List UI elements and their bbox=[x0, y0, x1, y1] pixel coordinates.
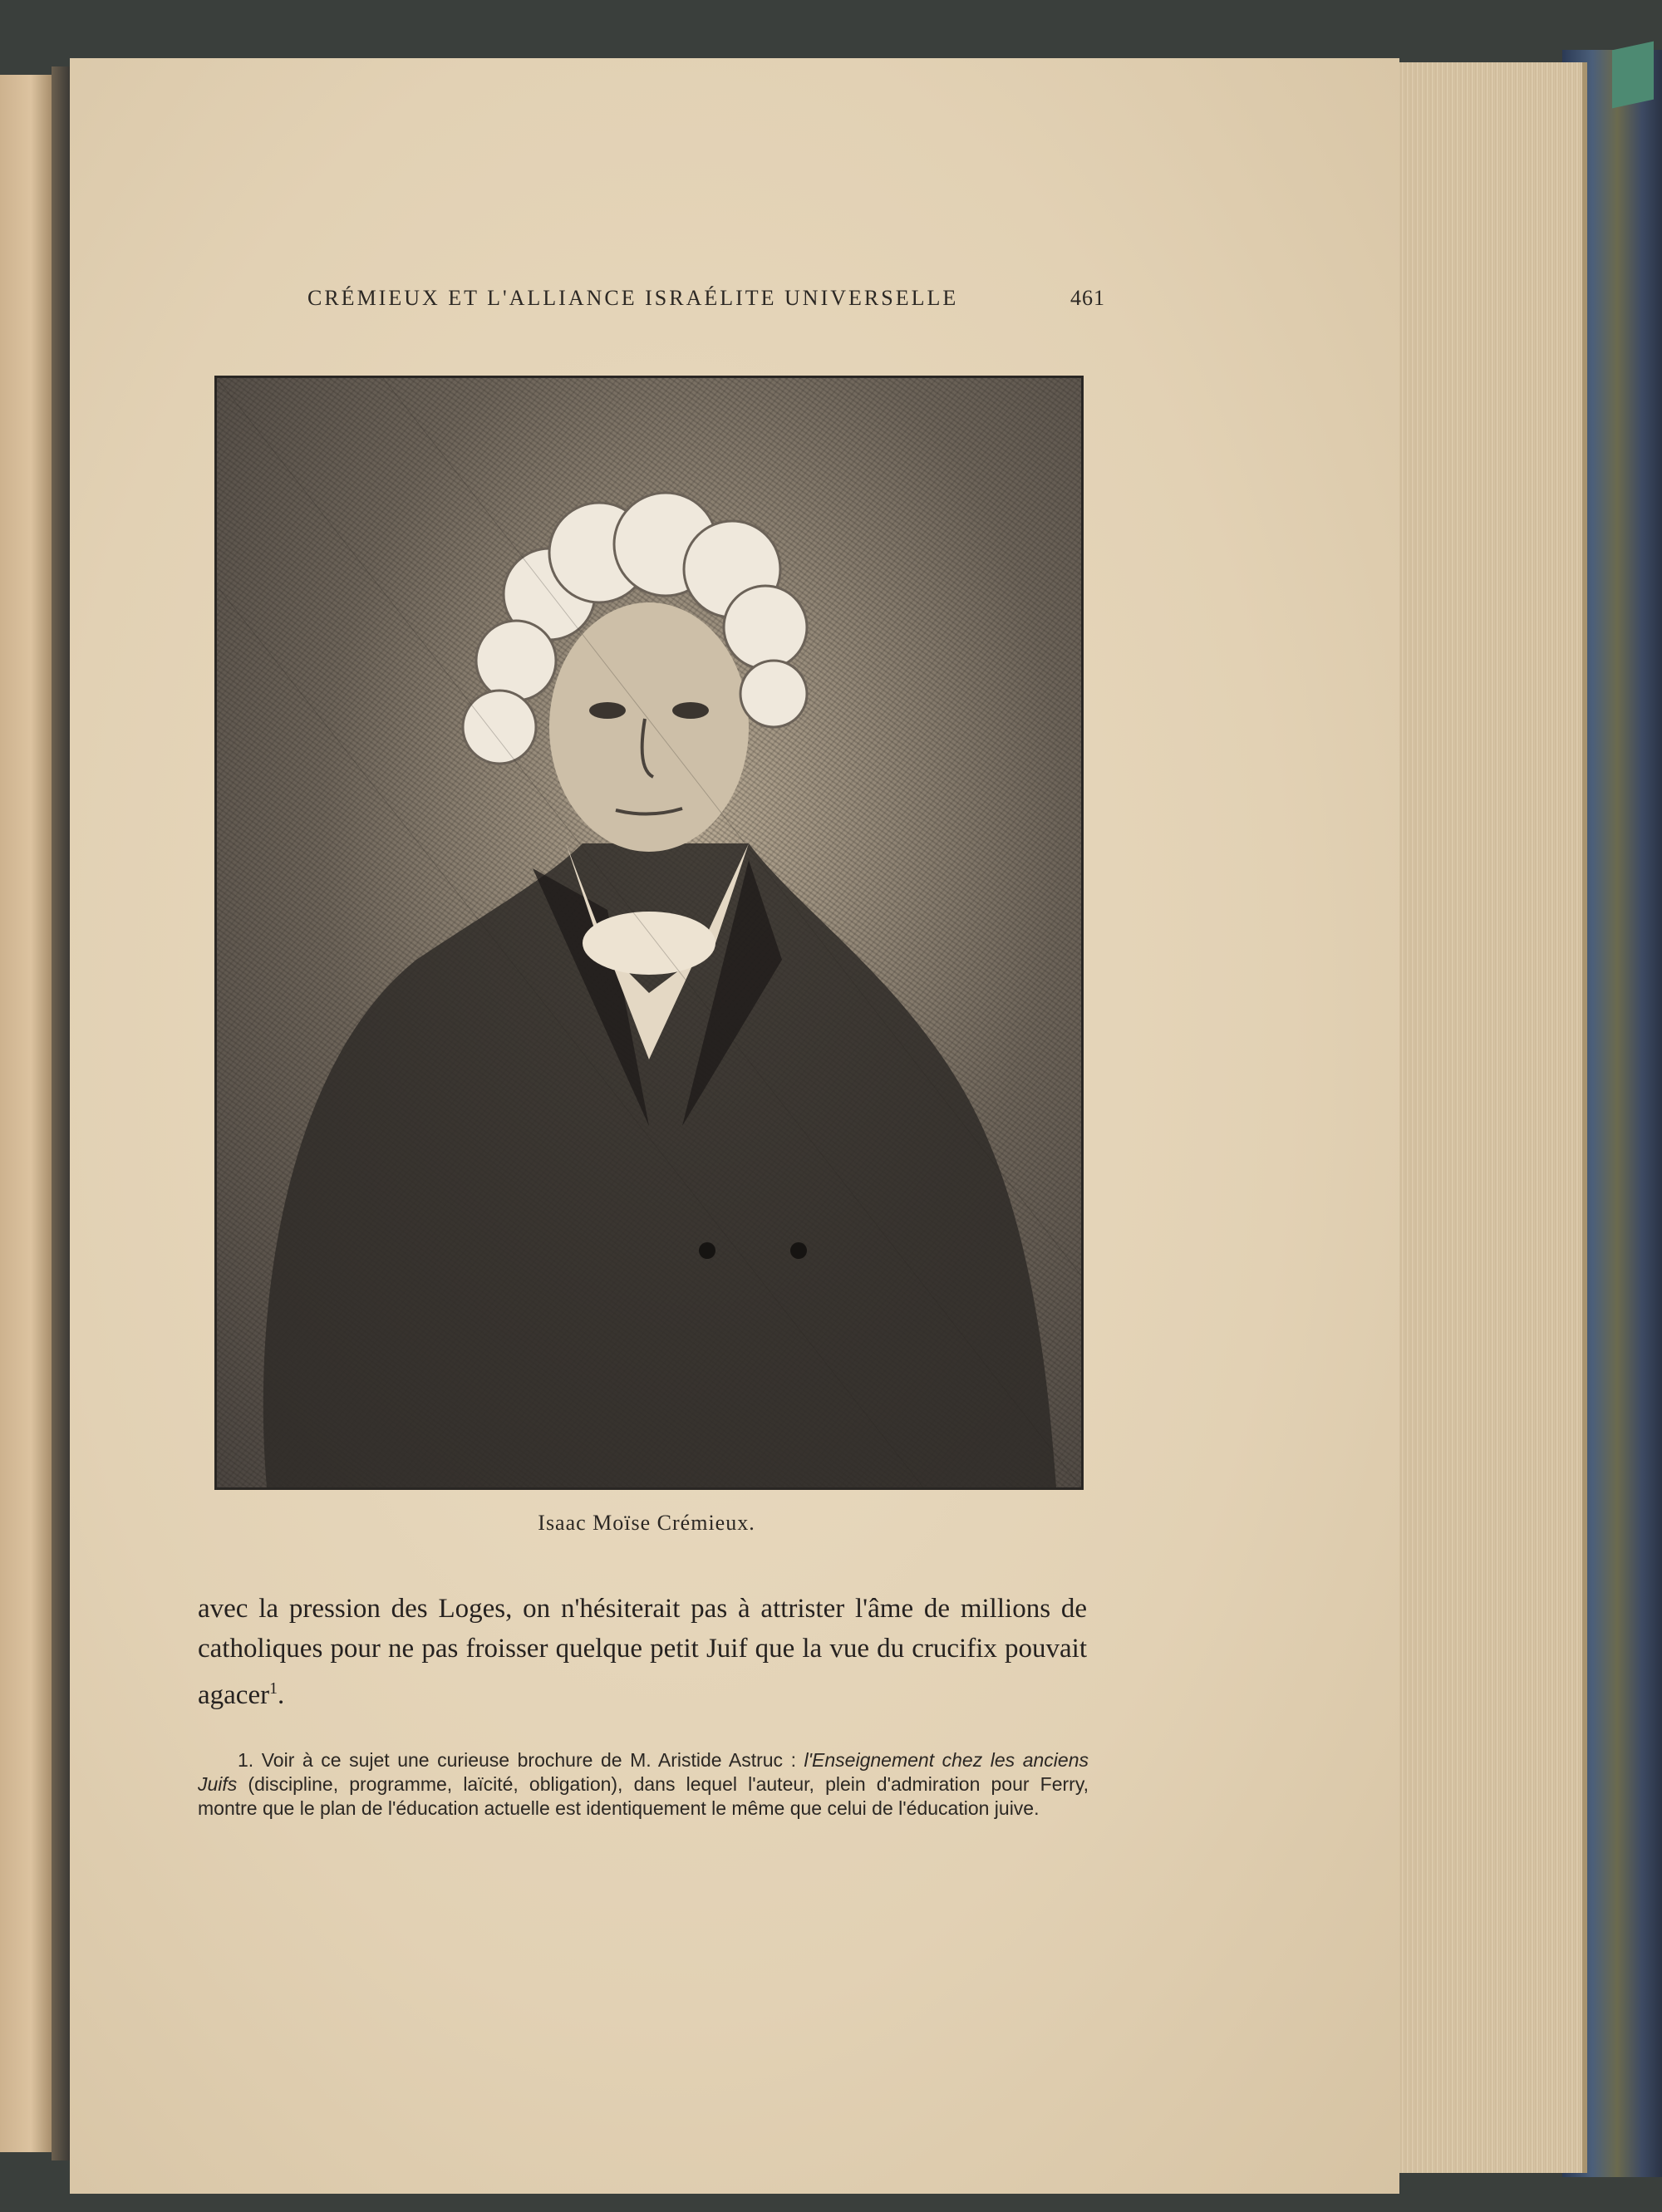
footnote-text-a: Voir à ce sujet une curieuse brochure de M. Aristide Astruc : bbox=[261, 1749, 804, 1771]
footnote-text-b: (discipline, programme, laïcité, obligation), dans lequel l'auteur, plein d'admiration pour Ferry, montre que le plan de l'éducation actuelle est identiquement le même que celui de l'éducation juive. bbox=[198, 1773, 1089, 1819]
paragraph-text bbox=[198, 1589, 1087, 1715]
binding-corner bbox=[1612, 42, 1654, 109]
footnote bbox=[198, 1748, 1089, 1821]
gutter-shadow bbox=[52, 66, 70, 2160]
paragraph-body: avec la pression des Loges, on n'hésiterait pas à attrister l'âme de millions de catholiques pour ne pas froisser quelque petit Juif que la vue du crucifix pouvait agacer bbox=[198, 1594, 1087, 1710]
portrait-engraving bbox=[214, 376, 1084, 1490]
footnote-number: 1. bbox=[238, 1749, 254, 1771]
footnote-reference: 1 bbox=[269, 1679, 278, 1698]
facing-page-edge bbox=[0, 75, 52, 2152]
portrait-illustration bbox=[217, 378, 1081, 1487]
footnote-title: l'Enseignement chez les anciens Juifs bbox=[198, 1749, 1089, 1795]
running-header bbox=[307, 286, 1105, 319]
running-title: CRÉMIEUX ET L'ALLIANCE ISRAÉLITE UNIVERSELLE bbox=[307, 286, 959, 310]
page-number: 461 bbox=[1070, 286, 1105, 310]
body-paragraph bbox=[198, 1589, 1087, 1715]
page-block-edges bbox=[1399, 62, 1587, 2173]
figure-caption: Isaac Moïse Crémieux. bbox=[538, 1511, 755, 1535]
paragraph-end: . bbox=[277, 1680, 285, 1710]
